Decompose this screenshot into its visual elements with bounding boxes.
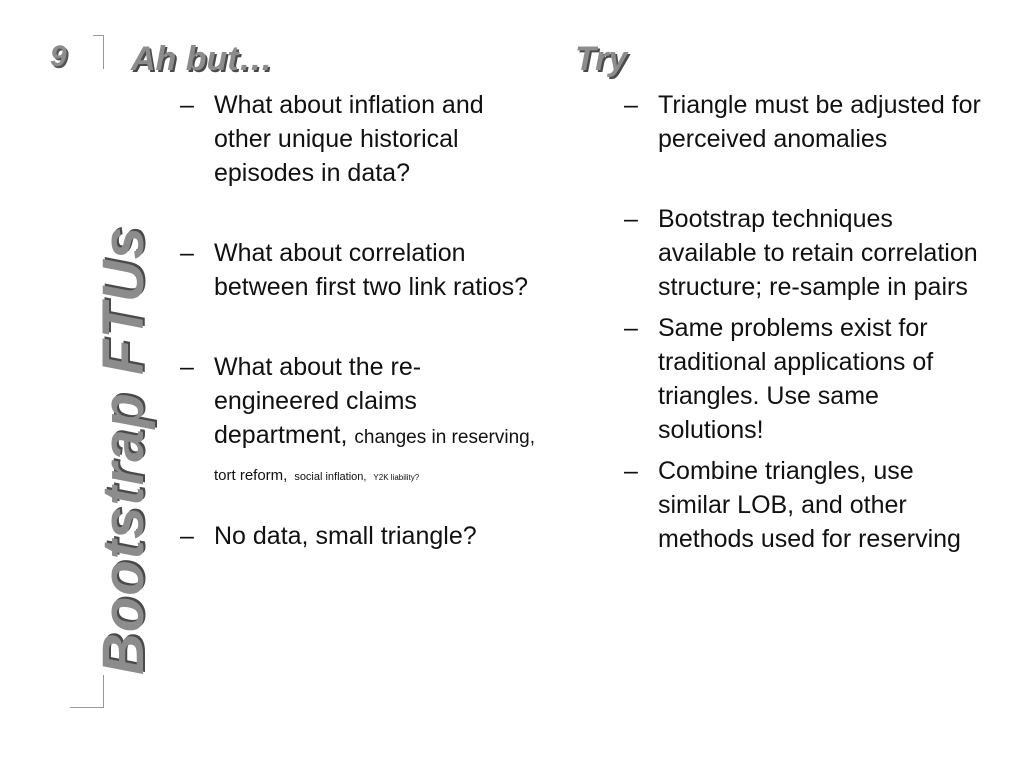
bottom-tick [70,707,104,708]
top-tick [93,35,104,36]
tort-reform-text: tort reform, [214,467,288,484]
list-item: – What about correlation between first two link ratios? [180,236,535,304]
list-item [180,350,535,495]
y2k-liability-text: Y2K liability? [373,473,420,482]
bottom-divider-line [103,675,104,708]
list-item: – No data, small triangle? [180,519,535,553]
list-item: – Same problems exist for traditional applications of triangles. Use same solutions! [624,311,989,447]
top-divider-line [103,35,104,69]
right-bullet-list [624,88,989,556]
left-bullet-list [180,88,535,553]
side-title: Bootstrap FTUs [91,226,156,675]
list-item: – Combine triangles, use similar LOB, and other methods used for reserving [624,454,989,556]
slide-number: 9 [50,40,67,73]
right-column-title: Try [575,40,628,78]
changes-in-reserving-text: changes in reserving, [354,427,535,448]
lead-text: What about the re-engineered claims department, [214,353,422,449]
list-item: – Triangle must be adjusted for perceived anomalies [624,88,989,156]
left-column-title: Ah but… [131,40,273,78]
social-inflation-text: social inflation, [294,471,367,483]
list-item: – What about inflation and other unique historical episodes in data? [180,88,535,190]
list-item: – Bootstrap techniques available to retain correlation structure; re-sample in pairs [624,202,989,304]
